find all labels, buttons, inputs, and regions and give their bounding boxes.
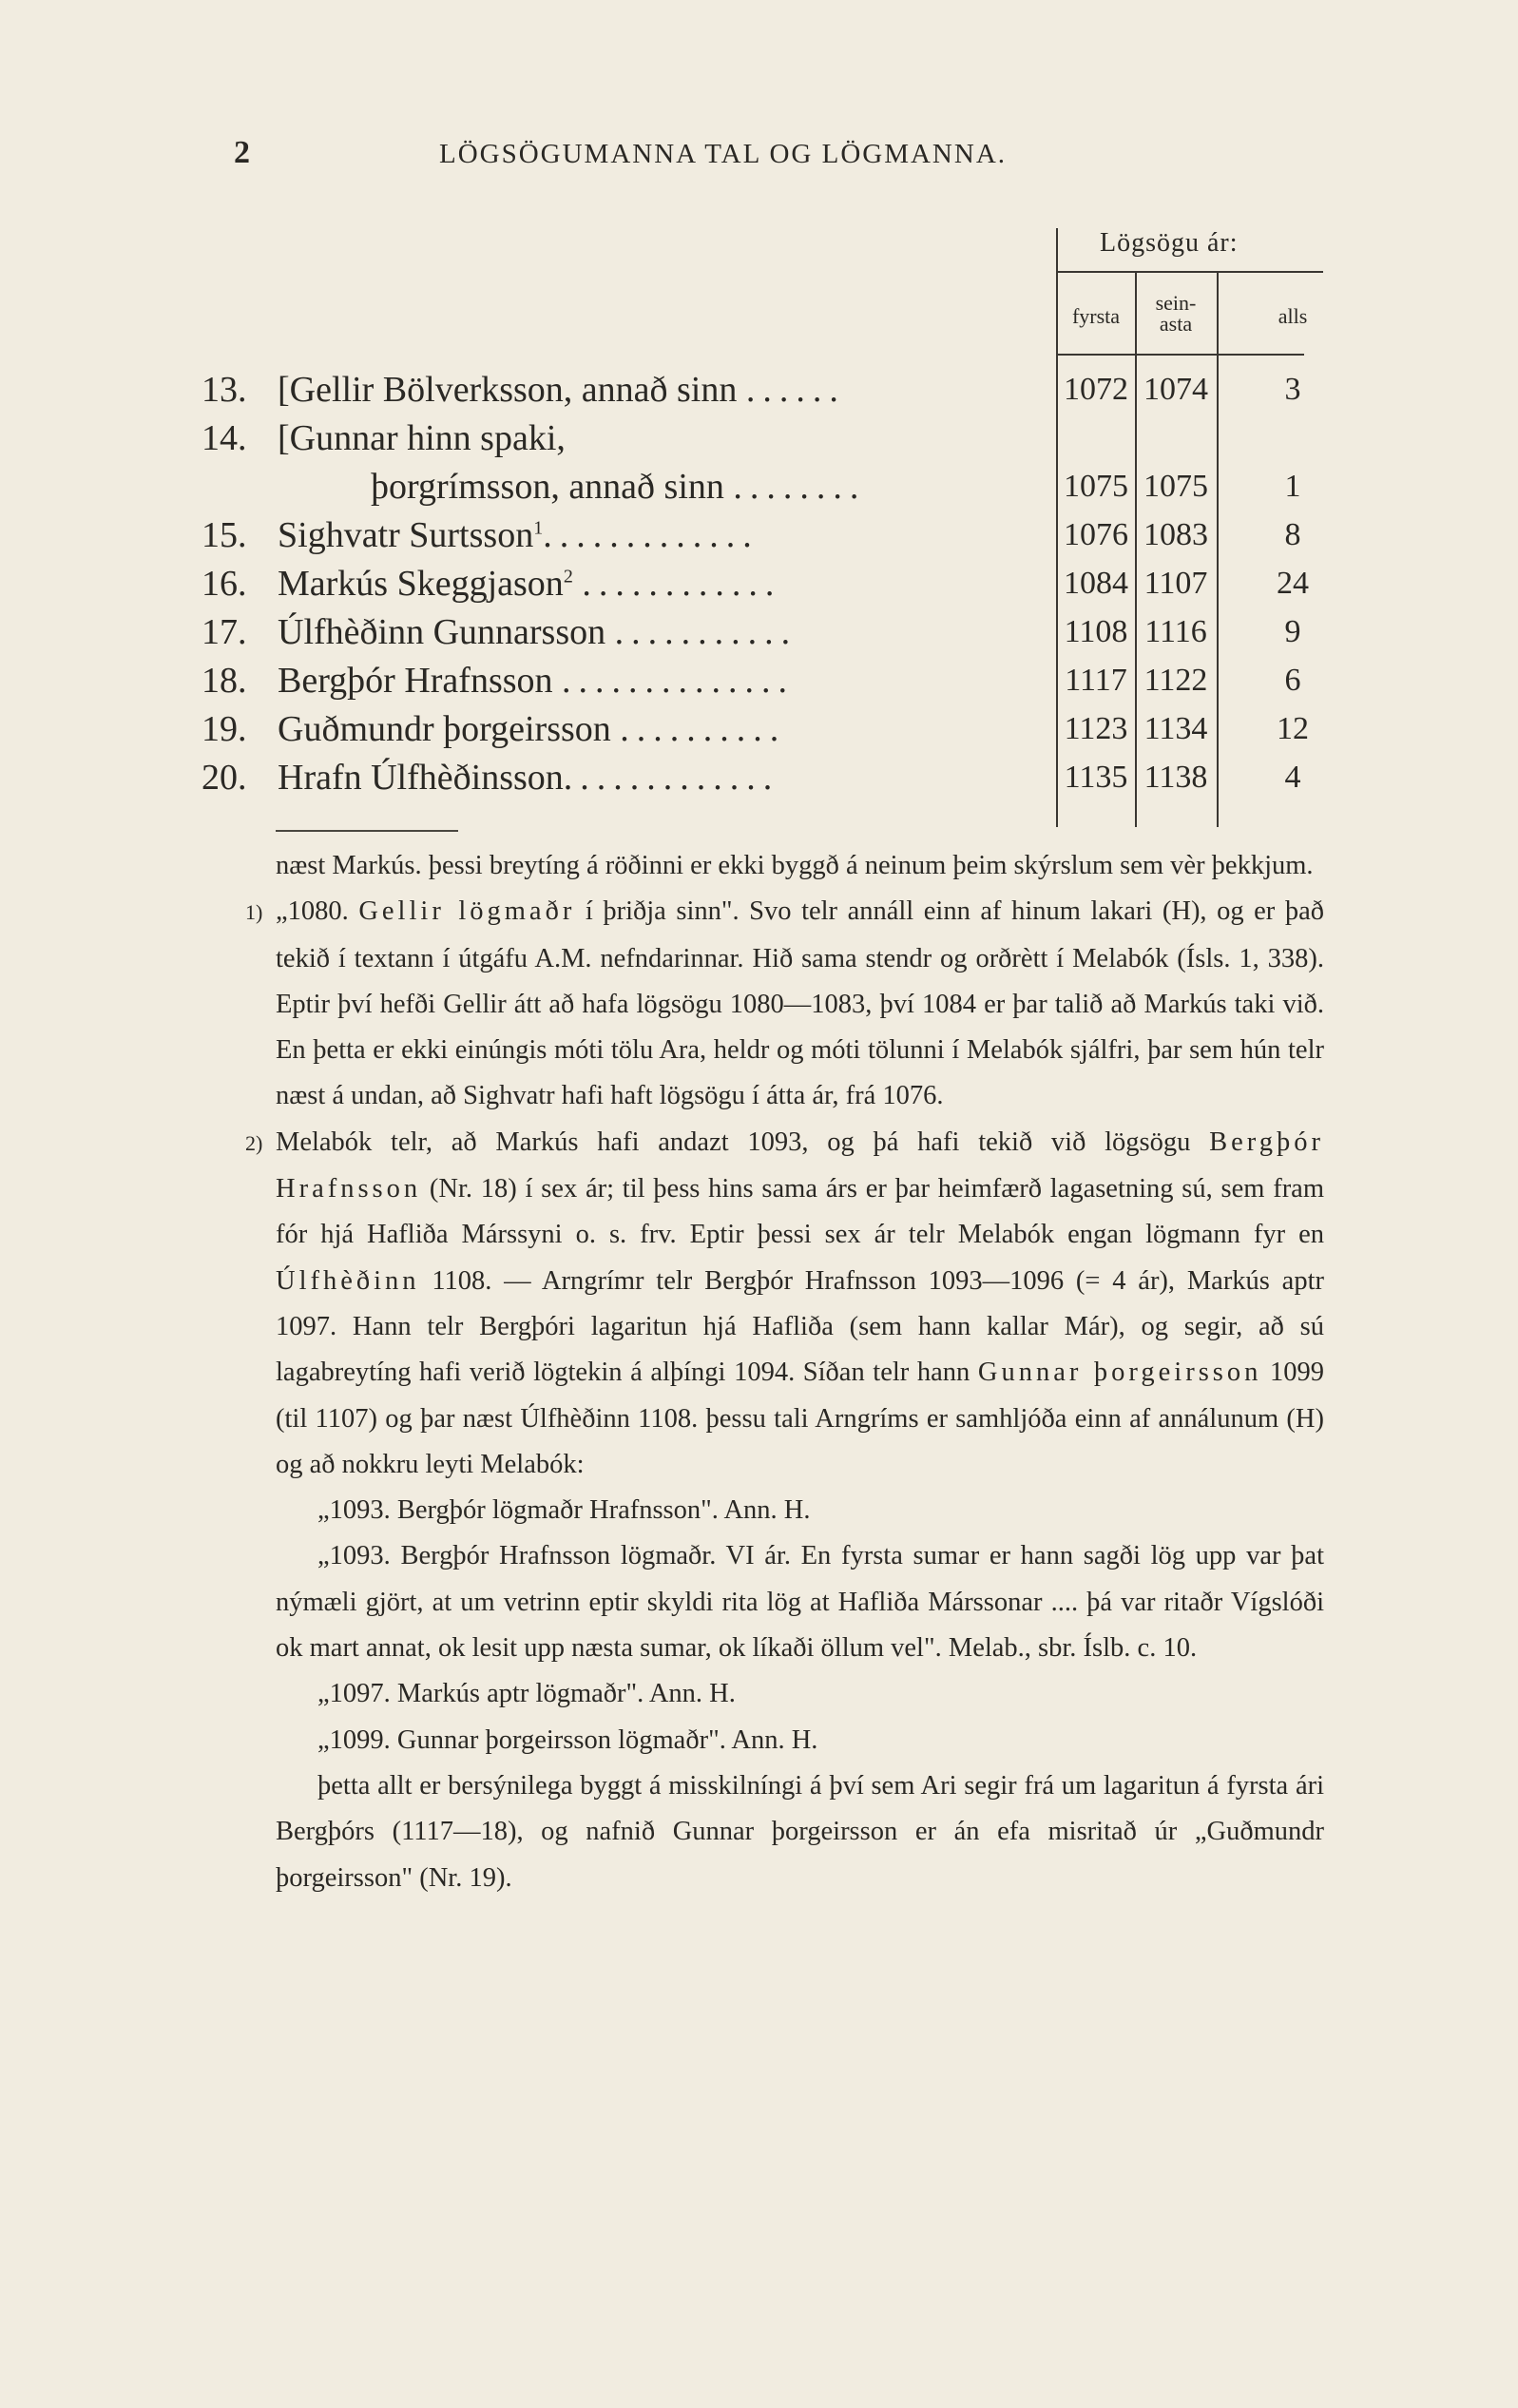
row-last-year: 1134: [1143, 711, 1208, 746]
row-first-year: 1076: [1064, 517, 1128, 552]
row-number: 20.: [202, 758, 247, 798]
row-number: 17.: [202, 612, 247, 652]
row-name: [278, 414, 1057, 462]
row-last-year: 1138: [1143, 760, 1208, 795]
leader-dots: .............: [563, 758, 780, 798]
row-name: [278, 705, 1057, 753]
row-last-year: 1122: [1143, 663, 1208, 698]
row-name: [278, 560, 1057, 607]
row-first-year: 1135: [1064, 760, 1128, 795]
table-row: [0, 511, 1518, 559]
row-name-text: [Gunnar hinn spaki,: [278, 418, 566, 458]
row-name-text: Úlfhèðinn Gunnarsson: [278, 612, 606, 652]
leader-dots: ..........: [620, 709, 787, 749]
col-header-last-label-1: sein-: [1155, 291, 1197, 315]
col-header-first: [1058, 306, 1134, 327]
row-total: 6: [1284, 663, 1301, 698]
table-row: [0, 608, 1518, 656]
footnote-marker: 2): [245, 1130, 263, 1155]
page-number: 2: [234, 135, 250, 170]
running-title: LÖGSÖGUMANNA TAL OG LÖGMANNA.: [439, 139, 1008, 169]
row-total: 3: [1284, 372, 1301, 407]
table-row: [0, 657, 1518, 704]
row-name-text: Guðmundr þorgeirsson: [278, 709, 611, 749]
row-total: 9: [1284, 614, 1301, 649]
row-name: [371, 463, 1057, 510]
row-name-text: Sighvatr Surtsson: [278, 515, 534, 555]
col-header-total-label: alls: [1278, 304, 1308, 328]
quotation: „1097. Markús aptr lögmaðr". Ann. H.: [317, 1679, 736, 1709]
table-row: [0, 754, 1518, 801]
leader-dots: .............: [543, 515, 759, 555]
closing-paragraph: þetta allt er bersýnilega byggt á misskilníngi á því sem Ari segir frá um lagaritun á fyrsta ári Bergþórs (1117—18), og nafnið Gunnar þorgeirsson er án efa misritað úr „Guðmundr þorgeirsson" (Nr. 19).: [276, 1770, 1324, 1893]
row-name-text: Markús Skeggjason: [278, 564, 564, 604]
quotation: „1093. Bergþór Hrafnsson lögmaðr. VI ár. En fyrsta sumar er hann sagði lög upp var þat nýmæli gjört, at um vetrinn eptir skyldi rita lög at Hafliða Márssonar .... þá var ritaðr Vígslóði ok mart annat, ok lesit upp næsta sumar, ok líkaði öllum vel". Melab., sbr. Íslb. c. 10.: [276, 1541, 1324, 1664]
footnote-2: [245, 1120, 1324, 1488]
footnote-text: „1080.: [276, 896, 359, 927]
footnote-1: [245, 889, 1324, 1119]
row-number: 15.: [202, 515, 247, 555]
footnote-emphasis: Úlfhèðinn: [276, 1265, 420, 1296]
footnote-intro: næst Markús. þessi breytíng á röðinni er ekki byggð á neinum þeim skýrslum sem vèr þekkjum.: [276, 851, 1314, 880]
row-first-year: 1108: [1064, 614, 1128, 649]
col-header-last-label-2: asta: [1159, 312, 1193, 336]
footnote-emphasis: Bergþór Hrafnsson: [276, 1127, 1324, 1204]
table-row: [0, 560, 1518, 607]
table-row: [0, 414, 1518, 462]
leader-dots: ..............: [562, 661, 796, 701]
header-rule-top: [1057, 271, 1323, 273]
row-name-text: Bergþór Hrafnsson: [278, 661, 553, 701]
quotation: „1099. Gunnar þorgeirsson lögmaðr". Ann. H.: [317, 1724, 818, 1755]
row-number: 14.: [202, 418, 247, 458]
row-last-year: 1116: [1144, 614, 1207, 649]
leader-dots: ........: [733, 467, 867, 507]
quotation: „1093. Bergþór lögmaðr Hrafnsson". Ann. H.: [317, 1495, 811, 1526]
row-last-year: 1107: [1143, 566, 1208, 601]
leader-dots: ......: [745, 370, 846, 410]
footnote-text: 1099 (til 1107) og þar næst Úlfhèðinn 1108. þessu tali Arngríms er samhljóða einn af annálunum (H) og að nokkru leyti Melabók:: [276, 1358, 1324, 1479]
footnote-separator: [276, 830, 458, 832]
row-number: 19.: [202, 709, 247, 749]
footnote-emphasis: Gellir lögmaðr: [358, 896, 576, 927]
footnote-text: (Nr. 18) í sex ár; til þess hins sama árs er þar heimfærð lagasetning sú, sem fram fór hjá Hafliða Márssyni o. s. frv. Eptir þessi sex ár telr Melabók engan lögmann fyr en: [276, 1174, 1324, 1250]
row-name: [278, 657, 1057, 704]
row-name-text: [Gellir Bölverksson, annað sinn: [278, 370, 738, 410]
row-first-year: 1084: [1064, 566, 1128, 601]
row-total: 12: [1277, 711, 1309, 746]
row-name: [278, 754, 1057, 801]
row-total: 24: [1277, 566, 1309, 601]
header-rule-bottom: [1057, 354, 1304, 356]
row-last-year: 1075: [1143, 469, 1208, 504]
row-first-year: 1117: [1065, 663, 1127, 698]
row-number: 16.: [202, 564, 247, 604]
footnote-text: Melabók telr, að Markús hafi andazt 1093, og þá hafi tekið við lögsögu: [276, 1127, 1210, 1157]
row-name-text: þorgrímsson, annað sinn: [371, 467, 724, 507]
row-first-year: 1123: [1064, 711, 1128, 746]
footnote-text: 1108. — Arngrímr telr Bergþór Hrafnsson 1093—1096 (= 4 ár), Markús aptr 1097. Hann telr Bergþóri lagaritun hjá Hafliða (sem hann kallar Már), og segir, að sú lagabreytíng hafi verið lögtekin á alþíngi 1094. Síðan telr hann: [276, 1265, 1324, 1388]
row-name: [278, 608, 1057, 656]
row-first-year: 1072: [1064, 372, 1128, 407]
years-column-header: Lögsögu ár:: [1100, 228, 1239, 258]
row-name-text: Hrafn Úlfhèðinsson: [278, 758, 564, 798]
row-total: 1: [1284, 469, 1301, 504]
row-number: 13.: [202, 370, 247, 410]
row-last-year: 1083: [1143, 517, 1208, 552]
leader-dots: ...........: [614, 612, 798, 652]
row-last-year: 1074: [1143, 372, 1208, 407]
table-row: [0, 366, 1518, 414]
table-row: [0, 463, 1518, 510]
footnote-ref: 1: [533, 517, 544, 539]
col-header-last: [1137, 293, 1215, 335]
footnote-text: í þriðja sinn". Svo telr annáll einn af hinum lakari (H), og er það tekið í textann í útgáfu A.M. nefndarinnar. Hið sama stendr og orðrètt í Melabók (Ísls. 1, 338). Eptir því hefði Gellir átt að hafa lögsögu 1080—1083, því 1084 er þar talið að Markús taki við. En þetta er ekki einúngis móti tölu Ara, heldr og móti tölunni í Melabók sjálfri, þar sem hún telr næst á undan, að Sighvatr hafi haft lögsögu í átta ár, frá 1076.: [276, 896, 1324, 1111]
row-total: 8: [1284, 517, 1301, 552]
row-name: [278, 511, 1057, 559]
col-header-total: [1245, 306, 1340, 327]
row-total: 4: [1284, 760, 1301, 795]
row-number: 18.: [202, 661, 247, 701]
row-name: [278, 366, 1057, 414]
footnotes: [245, 843, 1324, 1901]
footnote-emphasis: Gunnar þorgeirsson: [977, 1358, 1262, 1388]
footnote-marker: 1): [245, 900, 263, 925]
col-header-first-label: fyrsta: [1071, 304, 1121, 328]
leader-dots: ............: [582, 564, 782, 604]
row-first-year: 1075: [1064, 469, 1128, 504]
table-row: [0, 705, 1518, 753]
footnote-ref: 2: [563, 566, 573, 588]
